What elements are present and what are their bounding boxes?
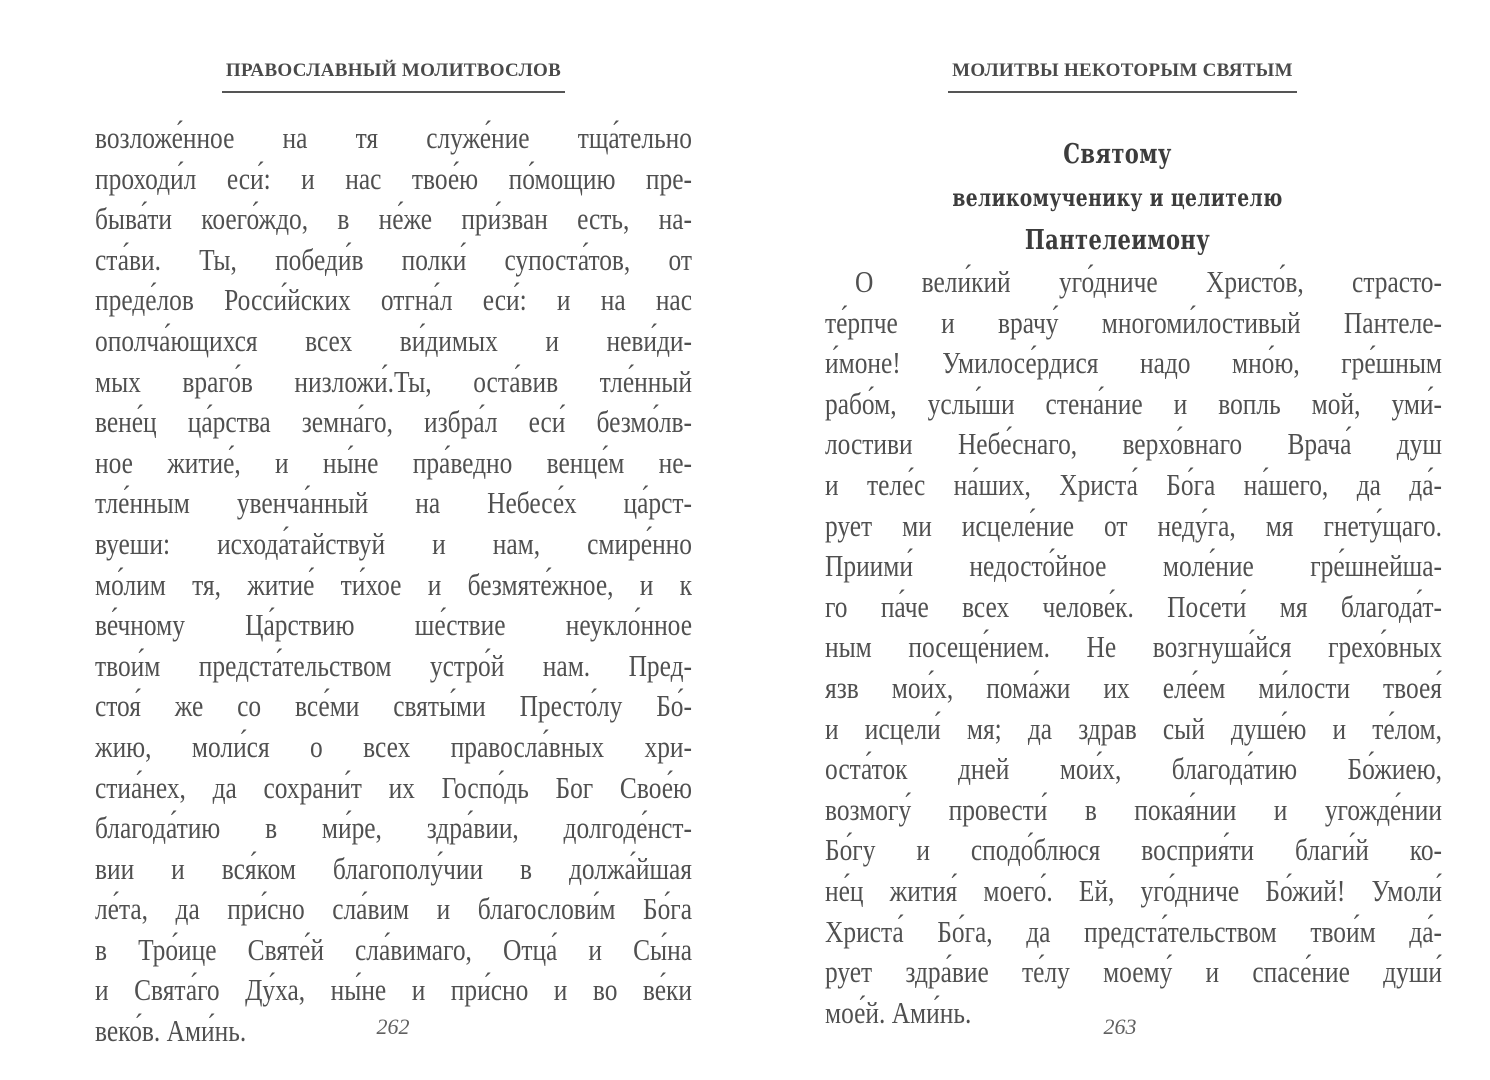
text-line-content: и исцели́ мя; да здрав сый душе́ю и те́лом, [825,710,1442,746]
text-line [95,159,692,200]
text-line-content: Приими́ недосто́йное моле́ние гре́шнейша- [825,548,1442,584]
text-line [95,808,692,849]
text-line-content: в Тро́ице Святе́й сла́вимаго, Отца́ и Сы́на [95,931,692,967]
text-line [825,506,1442,547]
text-line [825,465,1442,506]
text-line [825,871,1442,912]
text-line-content: твои́м предста́тельством устро́й нам. Пред- [95,647,692,683]
title-line: Пантелеимону [1024,225,1211,256]
text-line-content: благода́тию в ми́ре, здра́вии, долгоде́нст- [95,810,692,846]
text-line-content: ным посеще́нием. Не возгнуша́йся грехо́вных [825,629,1442,665]
text-line-content: О вели́кий уго́дниче Христо́в, страсто- [855,264,1442,299]
text-line [95,240,692,281]
text-line-content: жию, моли́ся о всех правосла́вных хри- [95,728,692,764]
text-line [95,402,692,443]
text-line [825,627,1442,668]
text-line [95,524,692,565]
text-line-content: мое́й. Ами́нь. [825,994,972,1030]
text-line-content: вене́ц ца́рства земна́го, избра́л еси́ безмо́лв- [95,404,692,440]
text-line-content: ве́чному Ца́рствию ше́ствие неукло́нное [95,607,692,643]
text-line [95,443,692,484]
text-line [95,970,692,1011]
running-head: ПРАВОСЛАВНЫЙ МОЛИТВОСЛОВ [225,60,562,81]
text-line [825,790,1442,831]
text-line-content: оста́ток дней мои́х, благода́тию Бо́жиею, [825,751,1442,787]
text-line [825,424,1442,465]
text-line [95,199,692,240]
text-line-content: преде́лов Росси́йских отгна́л еси́: и на нас [95,282,692,318]
right-page [745,0,1490,1080]
text-line [95,362,692,403]
text-line-content: вуеши: исхода́тайствуй и нам, смире́нно [95,525,692,561]
text-line-content: го па́че всех челове́к. Посети́ мя благода́т- [825,588,1442,624]
text-line-content: тле́нным увенча́нный на Небесе́х ца́рст- [95,485,692,521]
prayer-title [745,133,1490,262]
text-line-content: рует здра́вие те́лу моему́ и спасе́ние души́ [825,954,1442,990]
text-line-content: рабо́м, услы́ши стена́ние и вопль мой, уми́- [825,385,1442,421]
page-number: 262 [376,1014,410,1039]
text-line [825,952,1442,993]
text-line-content: быва́ти коего́ждо, в не́же при́зван есть, на- [95,201,692,237]
text-line-content: ста́ви. Ты, победи́в полки́ супоста́тов, от [95,241,692,277]
text-line [825,384,1442,425]
header-rule [222,91,565,93]
text-line [95,483,692,524]
text-line-content: и Свята́го Ду́ха, ны́не и при́сно и во ве́ки [95,972,692,1008]
text-line [825,546,1442,587]
text-line-content: и́моне! Умилосе́рдися надо мно́ю, гре́шным [825,345,1442,381]
text-line [825,668,1442,709]
text-line [95,849,692,890]
text-line-content: Бо́гу и сподо́блюся восприя́ти благи́й ко- [825,832,1442,868]
text-line-content: рует ми исцеле́ние от неду́га, мя гнету́щаго. [825,507,1442,543]
title-line: Святому [1063,139,1172,170]
text-line [95,118,692,159]
text-line [825,709,1442,750]
text-line-content: и теле́с на́ших, Христа́ Бо́га на́шего, да да́- [825,466,1442,502]
text-line-content: ное житие́, и ны́не пра́ведно венце́м не- [95,444,692,480]
text-line [95,280,692,321]
page-number: 263 [1103,1014,1137,1039]
text-line [95,727,692,768]
running-head: МОЛИТВЫ НЕКОТОРЫМ СВЯТЫМ [952,60,1293,81]
text-line-content: те́рпче и врачу́ многоми́лостивый Пантеле- [825,304,1442,340]
text-line-content: веко́в. Ами́нь. [95,1013,247,1049]
header-rule [948,91,1297,93]
text-line-content: проходи́л еси́: и нас твое́ю по́мощию пре- [95,160,692,196]
text-line [825,749,1442,790]
text-line-content: не́ц жития́ моего́. Ей, уго́дниче Бо́жий! Умоли́ [825,872,1442,908]
text-line [95,321,692,362]
text-line [825,830,1442,871]
text-line [825,303,1442,344]
text-line-content: язв мои́х, пома́жи их еле́ем ми́лости твоея́ [825,669,1442,705]
text-line-content: Христа́ Бо́га, да предста́тельством твои́м да́- [825,913,1442,949]
text-line-content: стиа́нех, да сохрани́т их Госпо́дь Бог Свое́ю [95,769,692,805]
text-line-content: мо́лим тя, житие́ ти́хое и безмяте́жное, и к [95,566,692,602]
text-line-content: возложе́нное на тя служе́ние тща́тельно [95,120,692,155]
text-line [825,912,1442,953]
text-line [95,646,692,687]
text-line-content: ополча́ющихся всех ви́димых и неви́ди- [95,322,692,358]
text-line-content: мых враго́в низложи́.Ты, оста́вив тле́нный [95,363,692,399]
text-line [95,686,692,727]
title-line: великомученику и целителю [952,183,1283,212]
text-line [825,262,1442,303]
text-line [825,587,1442,628]
text-line-content: лостиви Небе́снаго, верхо́внаго Врача́ душ [825,426,1442,462]
text-line [95,605,692,646]
text-line [95,768,692,809]
text-line [95,889,692,930]
text-line [825,343,1442,384]
text-line-content: вии и вся́ком благополу́чии в должа́йшая [95,850,692,886]
prayer-text [95,118,692,1052]
prayer-text [825,262,1442,1033]
text-line-content: стоя́ же со все́ми святы́ми Престо́лу Бо́- [95,688,692,724]
text-line-content: возмогу́ провести́ в покая́нии и угожде́нии [825,791,1442,827]
text-line-content: ле́та, да при́сно сла́вим и благослови́м Бо́га [95,891,692,927]
text-line [95,930,692,971]
text-line [95,565,692,606]
